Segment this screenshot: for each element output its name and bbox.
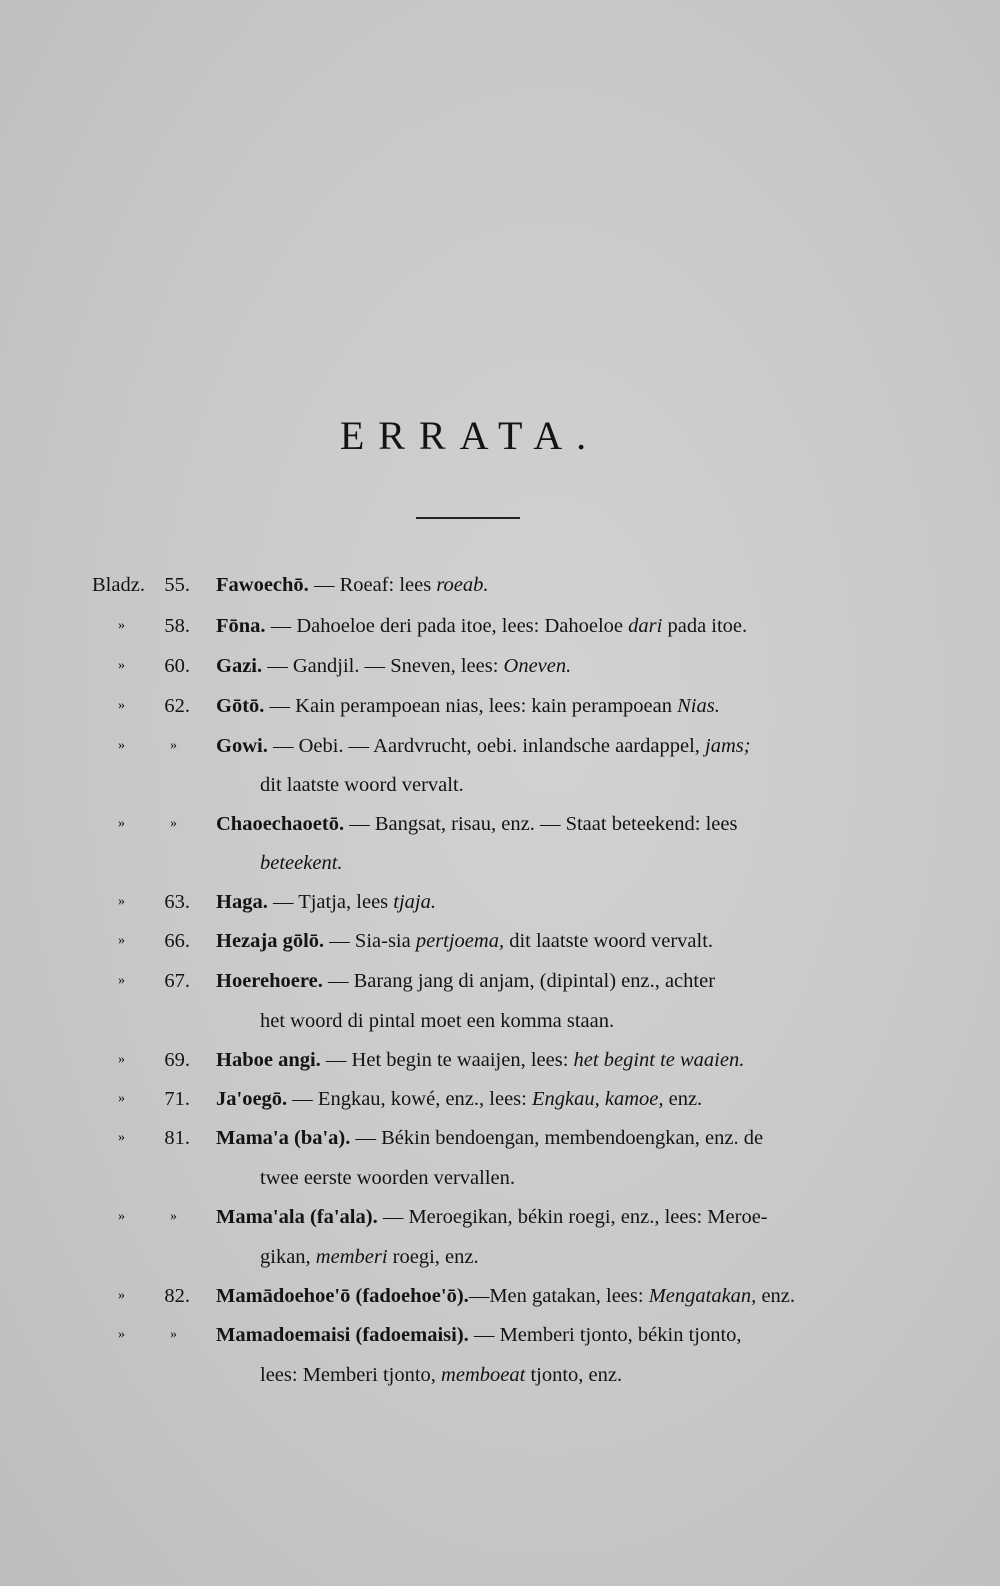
- entry-continuation: lees: Memberi tjonto, memboeat tjonto, enz.: [260, 1364, 623, 1386]
- errata-entry: [0, 924, 1000, 958]
- entry-text: Gazi. — Gandjil. — Sneven, lees: Oneven.: [216, 655, 572, 677]
- page-number: 66.: [164, 930, 190, 952]
- entry-text: Mamādoehoe'ō (fadoehoe'ō).—Men gatakan, lees: Mengatakan, enz.: [216, 1285, 796, 1307]
- entry-head: Fawoechō.: [216, 574, 309, 596]
- entry-head: Mama'ala: [216, 1206, 305, 1228]
- ditto-mark: »: [118, 1052, 125, 1067]
- errata-entry: [0, 568, 1000, 602]
- entry-text: Hoerehoere. — Barang jang di anjam, (dipintal) enz., achter: [216, 970, 716, 992]
- ditto-mark: »: [118, 1091, 125, 1106]
- page-number: »: [170, 1209, 177, 1224]
- entry-head: Fōna.: [216, 615, 266, 637]
- ditto-mark: »: [118, 933, 125, 948]
- entry-text: Mama'ala (fa'ala). — Meroegikan, békin roegi, enz., lees: Meroe-: [216, 1206, 768, 1228]
- entry-head: Haboe angi.: [216, 1049, 321, 1071]
- errata-entry: [0, 1043, 1000, 1077]
- ditto-mark: »: [118, 973, 125, 988]
- entry-head: Gazi.: [216, 655, 263, 677]
- entry-head: Mamadoemaisi: [216, 1324, 351, 1346]
- errata-entry: [0, 964, 1000, 998]
- page-number: 69.: [164, 1049, 190, 1071]
- entry-head: Hezaja gōlō.: [216, 930, 325, 952]
- errata-entry: [0, 689, 1000, 723]
- entry-text: Gōtō. — Kain perampoean nias, lees: kain perampoean Nias.: [216, 695, 720, 717]
- ditto-mark: »: [118, 1130, 125, 1145]
- ditto-mark: »: [118, 1209, 125, 1224]
- ditto-mark: »: [118, 738, 125, 753]
- ditto-mark: »: [118, 698, 125, 713]
- entry-text: Mama'a (ba'a). — Békin bendoengan, membendoengkan, enz. de: [216, 1127, 764, 1149]
- page-number: 58.: [164, 615, 190, 637]
- entry-text: Fawoechō. — Roeaf: lees roeab.: [216, 574, 489, 596]
- entry-head: Mama'a: [216, 1127, 289, 1149]
- entry-head: Gōtō.: [216, 695, 265, 717]
- ditto-mark: »: [118, 658, 125, 673]
- errata-entry: [0, 729, 1000, 763]
- errata-entry: [0, 885, 1000, 919]
- entry-head: Ja'oegō.: [216, 1088, 288, 1110]
- entry-continuation: twee eerste woorden vervallen.: [260, 1167, 515, 1189]
- errata-entry: [0, 1200, 1000, 1234]
- bladz-label: Bladz.: [92, 574, 145, 596]
- entry-text: Hezaja gōlō. — Sia-sia pertjoema, dit laatste woord vervalt.: [216, 930, 714, 952]
- ditto-mark: »: [118, 618, 125, 633]
- page-number: 55.: [164, 574, 190, 596]
- page-number: 67.: [164, 970, 190, 992]
- entry-head: Haga.: [216, 891, 268, 913]
- page-number: »: [170, 816, 177, 831]
- entry-text: Gowi. — Oebi. — Aardvrucht, oebi. inlandsche aardappel, jams;: [216, 735, 751, 757]
- errata-entry: [0, 609, 1000, 643]
- page-number: 63.: [164, 891, 190, 913]
- page-number: 82.: [164, 1285, 190, 1307]
- entry-head: Gowi.: [216, 735, 268, 757]
- entry-head: Mamādoehoe'ō: [216, 1285, 351, 1307]
- page-number: »: [170, 1327, 177, 1342]
- page-number: 81.: [164, 1127, 190, 1149]
- page-title: ERRATA.: [339, 413, 601, 458]
- entry-continuation: dit laatste woord vervalt.: [260, 774, 464, 796]
- ditto-mark: »: [118, 894, 125, 909]
- entry-head: Hoerehoere.: [216, 970, 323, 992]
- errata-entry: [0, 1121, 1000, 1155]
- errata-entry: [0, 649, 1000, 683]
- ditto-mark: »: [118, 1288, 125, 1303]
- entry-continuation: beteekent.: [260, 852, 343, 874]
- page-number: »: [170, 738, 177, 753]
- entry-text: Ja'oegō. — Engkau, kowé, enz., lees: Engkau, kamoe, enz.: [216, 1088, 703, 1110]
- errata-entry: [0, 807, 1000, 841]
- entry-text: Chaoechaoetō. — Bangsat, risau, enz. — Staat beteekend: lees: [216, 813, 738, 835]
- page-number: 71.: [164, 1088, 190, 1110]
- entry-continuation: gikan, memberi roegi, enz.: [260, 1246, 479, 1268]
- entry-continuation: het woord di pintal moet een komma staan.: [260, 1010, 615, 1032]
- entry-text: Mamadoemaisi (fadoemaisi). — Memberi tjonto, békin tjonto,: [216, 1324, 742, 1346]
- entry-text: Haboe angi. — Het begin te waaijen, lees: het begint te waaien.: [216, 1049, 745, 1071]
- page-number: 62.: [164, 695, 190, 717]
- entry-head: Chaoechaoetō.: [216, 813, 345, 835]
- entry-text: Haga. — Tjatja, lees tjaja.: [216, 891, 436, 913]
- entry-text: Fōna. — Dahoeloe deri pada itoe, lees: Dahoeloe dari pada itoe.: [216, 615, 748, 637]
- page-number: 60.: [164, 655, 190, 677]
- ditto-mark: »: [118, 816, 125, 831]
- errata-entry: [0, 1082, 1000, 1116]
- title-rule: [416, 517, 520, 519]
- ditto-mark: »: [118, 1327, 125, 1342]
- errata-entry: [0, 1279, 1000, 1313]
- errata-entry: [0, 1318, 1000, 1352]
